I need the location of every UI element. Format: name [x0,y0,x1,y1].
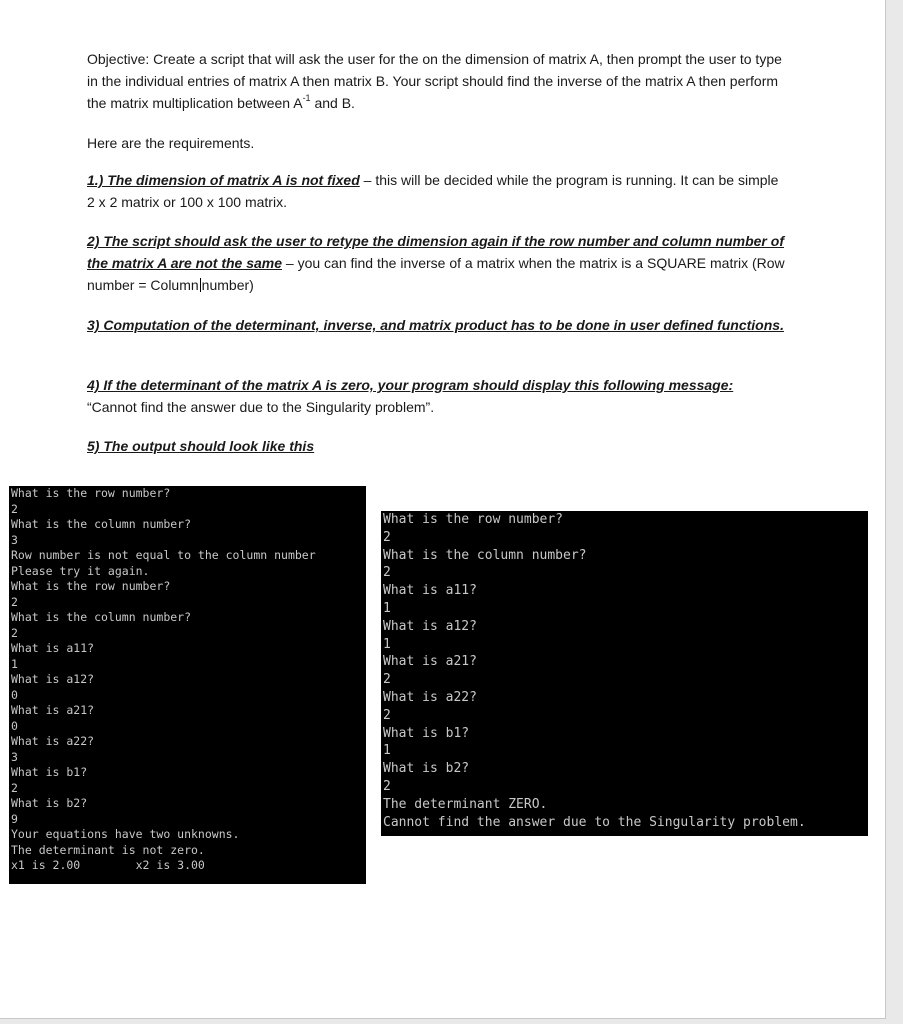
console-line: 1 [383,600,391,616]
requirement-1-heading: 1.) The dimension of matrix A is not fixed [87,172,360,188]
requirement-5 [87,435,787,457]
console-line: 1 [383,743,391,759]
console-line: What is a22? [11,734,95,748]
console-line: What is the row number? [383,512,564,527]
requirement-4 [87,374,787,418]
console-line: What is b2? [383,761,470,777]
console-line: What is a11? [11,641,95,655]
console-line: What is b1? [383,725,470,741]
console-line: What is the column number? [11,610,192,624]
requirement-3 [87,314,787,336]
console-line: 3 [11,532,18,547]
objective-text: Objective: Create a script that will ask the user for the on the dimension of matrix A, then prompt the user to type in the individual entries of matrix A then matrix B. Your script should find the inverse of the matrix A then perform the matrix multiplication between A [87,51,782,111]
console-line: What is the column number? [383,547,587,563]
console-line: 9 [11,811,18,826]
console-line: 2 [11,625,18,640]
requirement-5-heading: 5) The output should look like this [87,438,315,454]
objective-paragraph [87,48,787,114]
console-line: What is a11? [383,583,477,599]
intro-text: Here are the requirements. [87,135,255,151]
console-line: 0 [11,687,18,702]
console-line: 2 [383,707,391,723]
console-line: Your equations have two unknowns. [11,827,240,841]
console-line: What is a21? [11,703,95,717]
console-line: Row number is not equal to the column number [11,548,316,562]
console-line: 2 [383,672,391,688]
console-line: 2 [383,778,391,794]
console-output-example-2 [381,511,868,836]
console-line: What is the column number? [11,517,192,531]
console-line: 1 [383,636,391,652]
console-line: What is a21? [383,654,477,670]
console-line: What is b2? [11,796,88,810]
requirement-2 [87,230,787,296]
console-line: x1 is 2.00 x2 is 3.00 [11,858,205,872]
console-line: 2 [11,501,18,516]
objective-text-end: and B. [310,95,355,111]
console-line: 0 [11,718,18,733]
requirement-1 [87,169,787,213]
console-line: The determinant ZERO. [383,796,548,812]
console-line: Cannot find the answer due to the Singularity problem. [383,814,806,830]
console-line: What is a12? [383,618,477,634]
text-cursor [200,278,201,292]
requirement-2-body: – you can find the inverse of a matrix when the matrix is a SQUARE matrix (Row number = Column [87,255,785,293]
requirement-2-heading: 2) The script should ask the user to retype the dimension again if the row number and column number of the matrix A are not the same [87,233,784,271]
requirement-4-heading: 4) If the determinant of the matrix A is zero, your program should display this following message: [87,377,734,393]
requirement-3-heading: 3) Computation of the determinant, inverse, and matrix product has to be done in user defined functions. [87,317,784,333]
console-line: 2 [383,565,391,581]
console-line: 3 [11,749,18,764]
console-line: 2 [383,529,391,545]
console-line: What is a12? [11,672,95,686]
console-line: What is the row number? [11,486,171,500]
inverse-superscript: -1 [302,93,311,104]
requirement-1-body: – this will be decided while the program is running. It can be simple 2 x 2 matrix or 100 x 100 matrix. [87,172,779,210]
console-line: What is a22? [383,689,477,705]
console-output-example-1 [9,486,366,884]
console-line: 2 [11,594,18,609]
console-line: The determinant is not zero. [11,842,205,857]
console-line: 1 [11,656,18,671]
requirement-2-body-end: number) [201,277,254,293]
console-line: Please try it again. [11,563,150,578]
requirement-4-body: “Cannot find the answer due to the Singularity problem”. [87,399,435,415]
console-line: What is the row number? [11,579,171,593]
console-line: 2 [11,780,18,795]
console-line: What is b1? [11,765,88,779]
